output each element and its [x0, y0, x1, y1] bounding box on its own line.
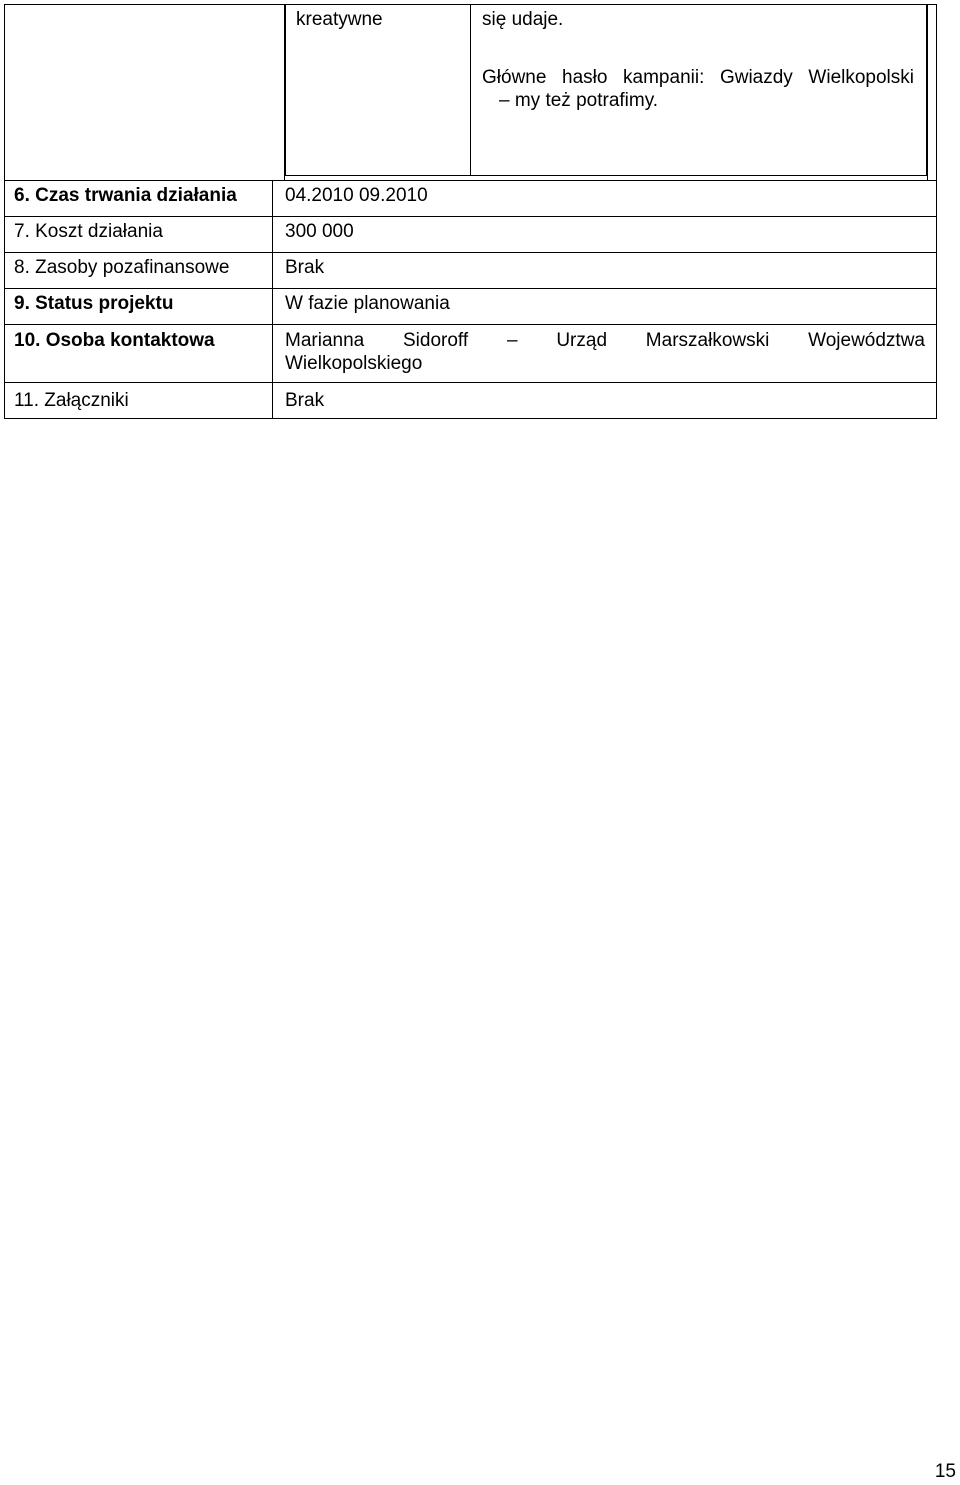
nested-cell-right-text: się udaje. [482, 9, 564, 30]
row-value-status: W fazie planowania [285, 293, 450, 314]
contact-line1: Marianna Sidoroff – Urząd Marszałkowski Województwa [285, 330, 925, 351]
contact-line2: Wielkopolskiego [285, 353, 423, 374]
row-value-cost: 300 000 [285, 221, 354, 242]
row-value-resources: Brak [285, 257, 325, 278]
campaign-slogan-line2: – my też potrafimy. [499, 90, 659, 111]
row-label-attachments: 11. Załączniki [14, 390, 129, 411]
page-number: 15 [934, 1461, 956, 1482]
row-divider [4, 288, 937, 289]
row-value-duration [285, 184, 428, 207]
project-details-table [4, 4, 937, 419]
table-column-divider [272, 180, 273, 419]
nested-table-right-border [927, 4, 928, 180]
row-label-duration: 6. Czas trwania działania [14, 185, 237, 206]
row-label-resources: 8. Zasoby pozafinansowe [14, 257, 230, 278]
duration-start: 04.2010 09.2010 [285, 185, 428, 206]
row-value-contact [285, 329, 925, 375]
nested-table-divider [470, 4, 471, 176]
row-value-attachments: Brak [285, 390, 325, 411]
nested-cell-left-text: kreatywne [296, 9, 383, 30]
row-label-cost: 7. Koszt działania [14, 221, 163, 242]
campaign-slogan [482, 66, 914, 112]
row-divider [4, 382, 937, 383]
row-label-contact: 10. Osoba kontaktowa [14, 330, 215, 351]
row-divider [4, 180, 937, 181]
row-divider [4, 216, 937, 217]
row-divider [4, 324, 937, 325]
campaign-slogan-line1: Główne hasło kampanii: Gwiazdy Wielkopolski [482, 67, 914, 88]
row-divider [4, 252, 937, 253]
row-label-status: 9. Status projektu [14, 293, 174, 314]
